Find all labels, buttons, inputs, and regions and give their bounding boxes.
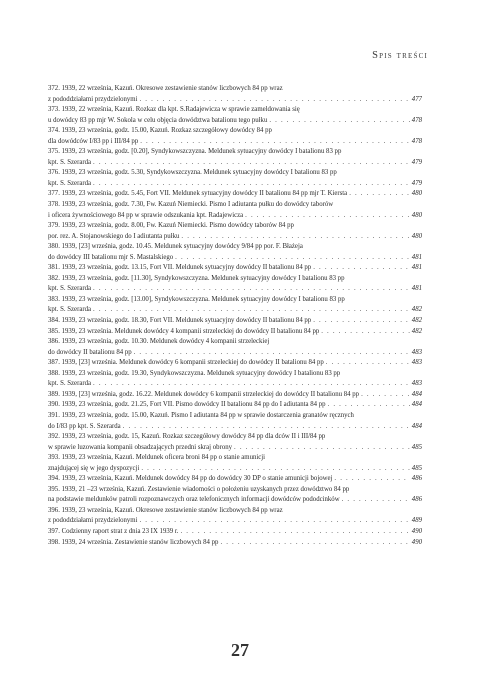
toc-entry-line	[48, 348, 422, 359]
toc-entry-text: do dowódcy III batalionu mjr S. Mastalskiego	[48, 253, 174, 261]
leader-dots	[134, 348, 410, 359]
toc-entry-line	[48, 474, 422, 485]
toc-entry-line	[48, 495, 422, 506]
toc-entry-line	[48, 516, 422, 527]
toc-entry-line	[48, 369, 422, 380]
toc-entry-line	[48, 337, 422, 348]
toc-entry-text: 383. 1939, 23 września, godz. [13.00], Syndykowszczyzna. Meldunek sytuacyjny dowódcy I batalionu 83 pp	[48, 295, 345, 303]
toc-entry-text: w sprawie luzowania kompanii obsadzających przedni skraj obrony	[48, 443, 233, 451]
toc-entry-line	[48, 453, 422, 464]
table-of-contents	[48, 84, 422, 548]
toc-entry-page: 483	[411, 359, 422, 367]
toc-entry-text: 388. 1939, 23 września, godz. 19.30, Syndykowszczyzna. Meldunek sytuacyjny dowódcy I batalionu 83 pp	[48, 369, 341, 377]
toc-entry-page: 478	[411, 137, 422, 145]
toc-entry-text: 375. 1939, 23 września, godz. [0.20], Syndykowszczyzna. Meldunek sytuacyjny dowódcy I batalionu 83 pp	[48, 148, 342, 156]
leader-dots	[313, 263, 410, 274]
toc-entry-page: 479	[411, 158, 422, 166]
leader-dots	[220, 538, 409, 549]
leader-dots	[175, 253, 410, 264]
leader-dots	[334, 474, 409, 485]
toc-entry-text: 380. 1939, [23] września, godz. 10.45. Meldunek sytuacyjny dowódcy 9/84 pp por. F. Błażeja	[48, 243, 303, 251]
toc-entry-page: 480	[411, 190, 422, 198]
leader-dots	[123, 422, 410, 433]
toc-entry-line	[48, 443, 422, 454]
toc-entry-page: 482	[411, 327, 422, 335]
toc-entry-page: 477	[411, 95, 422, 103]
toc-entry-line	[48, 485, 422, 496]
leader-dots	[321, 327, 410, 338]
toc-entry-page: 490	[411, 538, 422, 546]
toc-entry-text: 390. 1939, 23 września, godz. 21.25, Fort VII. Pismo dowódcy II batalionu 84 pp do I adiutanta 84 pp	[48, 401, 326, 409]
toc-entry-text: 398. 1939, 24 września. Zestawienie stanów liczbowych 84 pp	[48, 538, 219, 546]
toc-entry-text: 381. 1939, 23 września, godz. 13.15, Fort VII. Meldunek sytuacyjny dowódcy II batalionu 84 pp	[48, 264, 312, 272]
toc-entry-line	[48, 137, 422, 148]
toc-entry-text: 396. 1939, 23 września, Kazuń. Okresowe zestawienie stanów liczbowych 84 pp wraz	[48, 506, 283, 514]
leader-dots	[361, 390, 410, 401]
toc-entry-line	[48, 221, 422, 232]
toc-entry-page: 478	[411, 116, 422, 124]
toc-entry-text: z pododdziałami przydzielonymi	[48, 517, 138, 525]
toc-entry-text: 386. 1939, 23 września, godz. 10.30. Meldunek dowódcy 4 kompanii strzeleckiej	[48, 338, 270, 346]
leader-dots	[328, 400, 410, 411]
leader-dots	[93, 158, 410, 169]
toc-entry-line	[48, 232, 422, 243]
toc-entry-text: 382. 1939, 23 września, godz. [11.30], Syndykowszczyzna. Meldunek sytuacyjny dowódcy I batalionu 83 pp	[48, 274, 345, 282]
toc-entry-page: 483	[411, 380, 422, 388]
toc-entry-page: 479	[411, 179, 422, 187]
leader-dots	[93, 305, 410, 316]
toc-entry-line	[48, 305, 422, 316]
toc-entry-page: 484	[411, 390, 422, 398]
toc-entry-line	[48, 253, 422, 264]
toc-entry-line	[48, 274, 422, 285]
toc-entry-line	[48, 432, 422, 443]
page-number: 27	[231, 640, 249, 660]
toc-entry-text: 391. 1939, 23 września, godz. 15.00, Kazuń. Pismo I adiutanta 84 pp w sprawie dostarczenia granatów ręcznych	[48, 411, 354, 419]
toc-entry-line	[48, 422, 422, 433]
toc-entry-page: 484	[411, 401, 422, 409]
toc-entry-text: 374. 1939, 23 września, godz. 15.00, Kazuń. Rozkaz szczegółowy dowódcy 84 pp	[48, 127, 272, 135]
toc-entry-line	[48, 147, 422, 158]
toc-entry-text: i oficera żywnościowego 84 pp w sprawie odszukania kpt. Radajewicza	[48, 211, 244, 219]
toc-entry-text: kpt. S. Szerarda	[48, 179, 92, 187]
toc-entry-page: 485	[411, 443, 422, 451]
toc-entry-text: dla dowódców I/83 pp i III/84 pp	[48, 137, 139, 145]
toc-entry-page: 486	[411, 475, 422, 483]
toc-entry-line	[48, 390, 422, 401]
leader-dots	[269, 116, 409, 127]
leader-dots	[140, 137, 410, 148]
toc-entry-text: 395. 1939, 21 –23 września, Kazuń. Zestawienie wiadomości o położeniu uzyskanych przez dowództwo 84 pp	[48, 485, 350, 493]
toc-entry-text: kpt. S. Szerarda	[48, 306, 92, 314]
toc-entry-text: 389. 1939, [23] września, godz. 16.22. Meldunek dowódcy 6 kompanii strzeleckiej do dowódcy II batalionu 84 pp	[48, 390, 360, 398]
toc-entry-text: kpt. S. Szerarda	[48, 285, 92, 293]
toc-entry-line	[48, 327, 422, 338]
toc-entry-line	[48, 242, 422, 253]
toc-entry-page: 489	[411, 517, 422, 525]
toc-entry-line	[48, 379, 422, 390]
running-header: Spis treści	[372, 50, 428, 61]
toc-entry-line	[48, 84, 422, 95]
toc-entry-line	[48, 400, 422, 411]
leader-dots	[234, 443, 410, 454]
toc-entry-text: 384. 1939, 23 września, godz. 18.30, Fort VII. Meldunek sytuacyjny dowódcy II batalionu 84 pp	[48, 317, 312, 325]
toc-entry-line	[48, 179, 422, 190]
toc-entry-page: 490	[411, 527, 422, 535]
toc-entry-text: 385. 1939, 23 września. Meldunek dowódcy 4 kompanii strzeleckiej do dowódcy II batalionu 84 pp	[48, 327, 320, 335]
toc-entry-text: 372. 1939, 22 września, Kazuń. Okresowe zestawienie stanów liczbowych 84 pp wraz	[48, 85, 283, 92]
toc-entry-page: 481	[411, 285, 422, 293]
toc-entry-text: do I/83 pp kpt. S. Szerarda	[48, 422, 121, 430]
toc-entry-text: 378. 1939, 23 września, godz. 7.30, Fw. Kazuń Niemiecki. Pismo I adiutanta pułku do dowódcy taborów	[48, 201, 334, 209]
toc-entry-line	[48, 358, 422, 369]
toc-entry-page: 483	[411, 348, 422, 356]
toc-entry-line	[48, 200, 422, 211]
leader-dots	[313, 316, 410, 327]
toc-entry-text: znajdującej się w jego dyspozycji	[48, 464, 140, 472]
leader-dots	[141, 464, 409, 475]
toc-entry-page: 480	[411, 232, 422, 240]
toc-entry-text: 387. 1939, [23] września. Meldunek dowódcy 6 kompanii strzeleckiej do dowódcy II batalionu 84 pp	[48, 359, 324, 367]
toc-entry-text: 379. 1939, 23 września, godz. 8.00, Fw. Kazuń Niemiecki. Pismo dowódcy taborów 84 pp	[48, 222, 294, 230]
toc-entry-line	[48, 211, 422, 222]
toc-entry-line	[48, 95, 422, 106]
toc-entry-line	[48, 464, 422, 475]
leader-dots	[342, 495, 410, 506]
toc-entry-line	[48, 189, 422, 200]
toc-entry-text: u dowódcy 83 pp mjr W. Sokola w celu objęcia dowództwa batalionu tego pułku	[48, 116, 268, 124]
toc-entry-line	[48, 295, 422, 306]
leader-dots	[326, 358, 410, 369]
toc-entry-text: kpt. S. Szerarda	[48, 380, 92, 388]
toc-entry-text: 376. 1939, 23 września, godz. 5.30, Syndykowszczyzna. Meldunek sytuacyjny dowódcy I batalionu 83 pp	[48, 169, 337, 177]
toc-entry-text: 393. 1939, 23 września, Kazuń. Meldunek oficera broni 84 pp o stanie amunicji	[48, 454, 266, 462]
toc-entry-line	[48, 527, 422, 538]
toc-entry-line	[48, 284, 422, 295]
toc-entry-text: na podstawie meldunków patroli rozpoznawczych oraz telefonicznych informacji dowódców pododcinków	[48, 496, 340, 504]
toc-entry-text: 392. 1939, 23 września, godz. 15, Kazuń. Rozkaz szczegółowy dowódcy 84 pp dla dców II i III/84 pp	[48, 433, 326, 441]
leader-dots	[139, 95, 409, 106]
toc-entry-page: 482	[411, 306, 422, 314]
leader-dots	[181, 232, 409, 243]
toc-entry-text: 394. 1939, 23 września, Kazuń. Meldunek dowódcy 84 pp do dowódcy 30 DP o stanie amunicji bojowej	[48, 475, 333, 483]
leader-dots	[93, 284, 410, 295]
toc-entry-page: 481	[411, 264, 422, 272]
toc-entry-line	[48, 263, 422, 274]
toc-entry-text: 377. 1939, 23 września, godz. 5.45, Fort VII. Meldunek sytuacyjny dowódcy II batalionu 84 pp mjr T. Kiersta	[48, 190, 348, 198]
leader-dots	[93, 379, 410, 390]
toc-entry-line	[48, 506, 422, 517]
toc-entry-line	[48, 158, 422, 169]
toc-entry-line	[48, 316, 422, 327]
toc-entry-page: 481	[411, 253, 422, 261]
toc-entry-text: 373. 1939, 22 września, Kazuń. Rozkaz dla kpt. S.Radajewicza w sprawie zameldowania się	[48, 106, 300, 114]
leader-dots	[349, 189, 410, 200]
toc-entry-line	[48, 105, 422, 116]
toc-entry-line	[48, 168, 422, 179]
toc-entry-page: 486	[411, 496, 422, 504]
leader-dots	[139, 516, 409, 527]
leader-dots	[180, 527, 409, 538]
toc-entry-page: 480	[411, 211, 422, 219]
toc-entry-line	[48, 116, 422, 127]
toc-entry-line	[48, 538, 422, 549]
toc-entry-text: do dowódcy II batalionu 84 pp	[48, 348, 132, 356]
toc-entry-text: z pododdziałami przydzielonymi	[48, 95, 138, 103]
toc-entry-text: kpt. S. Szerarda	[48, 158, 92, 166]
toc-entry-page: 484	[411, 422, 422, 430]
toc-entry-text: por. rez. A. Stojanowskiego do I adiutanta pułku	[48, 232, 180, 240]
toc-entry-text: 397. Codzienny raport strat z dnia 23 IX 1939 r.	[48, 527, 179, 535]
toc-entry-page: 485	[411, 464, 422, 472]
leader-dots	[245, 211, 410, 222]
toc-entry-line	[48, 126, 422, 137]
toc-entry-page: 482	[411, 317, 422, 325]
toc-entry-line	[48, 411, 422, 422]
leader-dots	[93, 179, 410, 190]
